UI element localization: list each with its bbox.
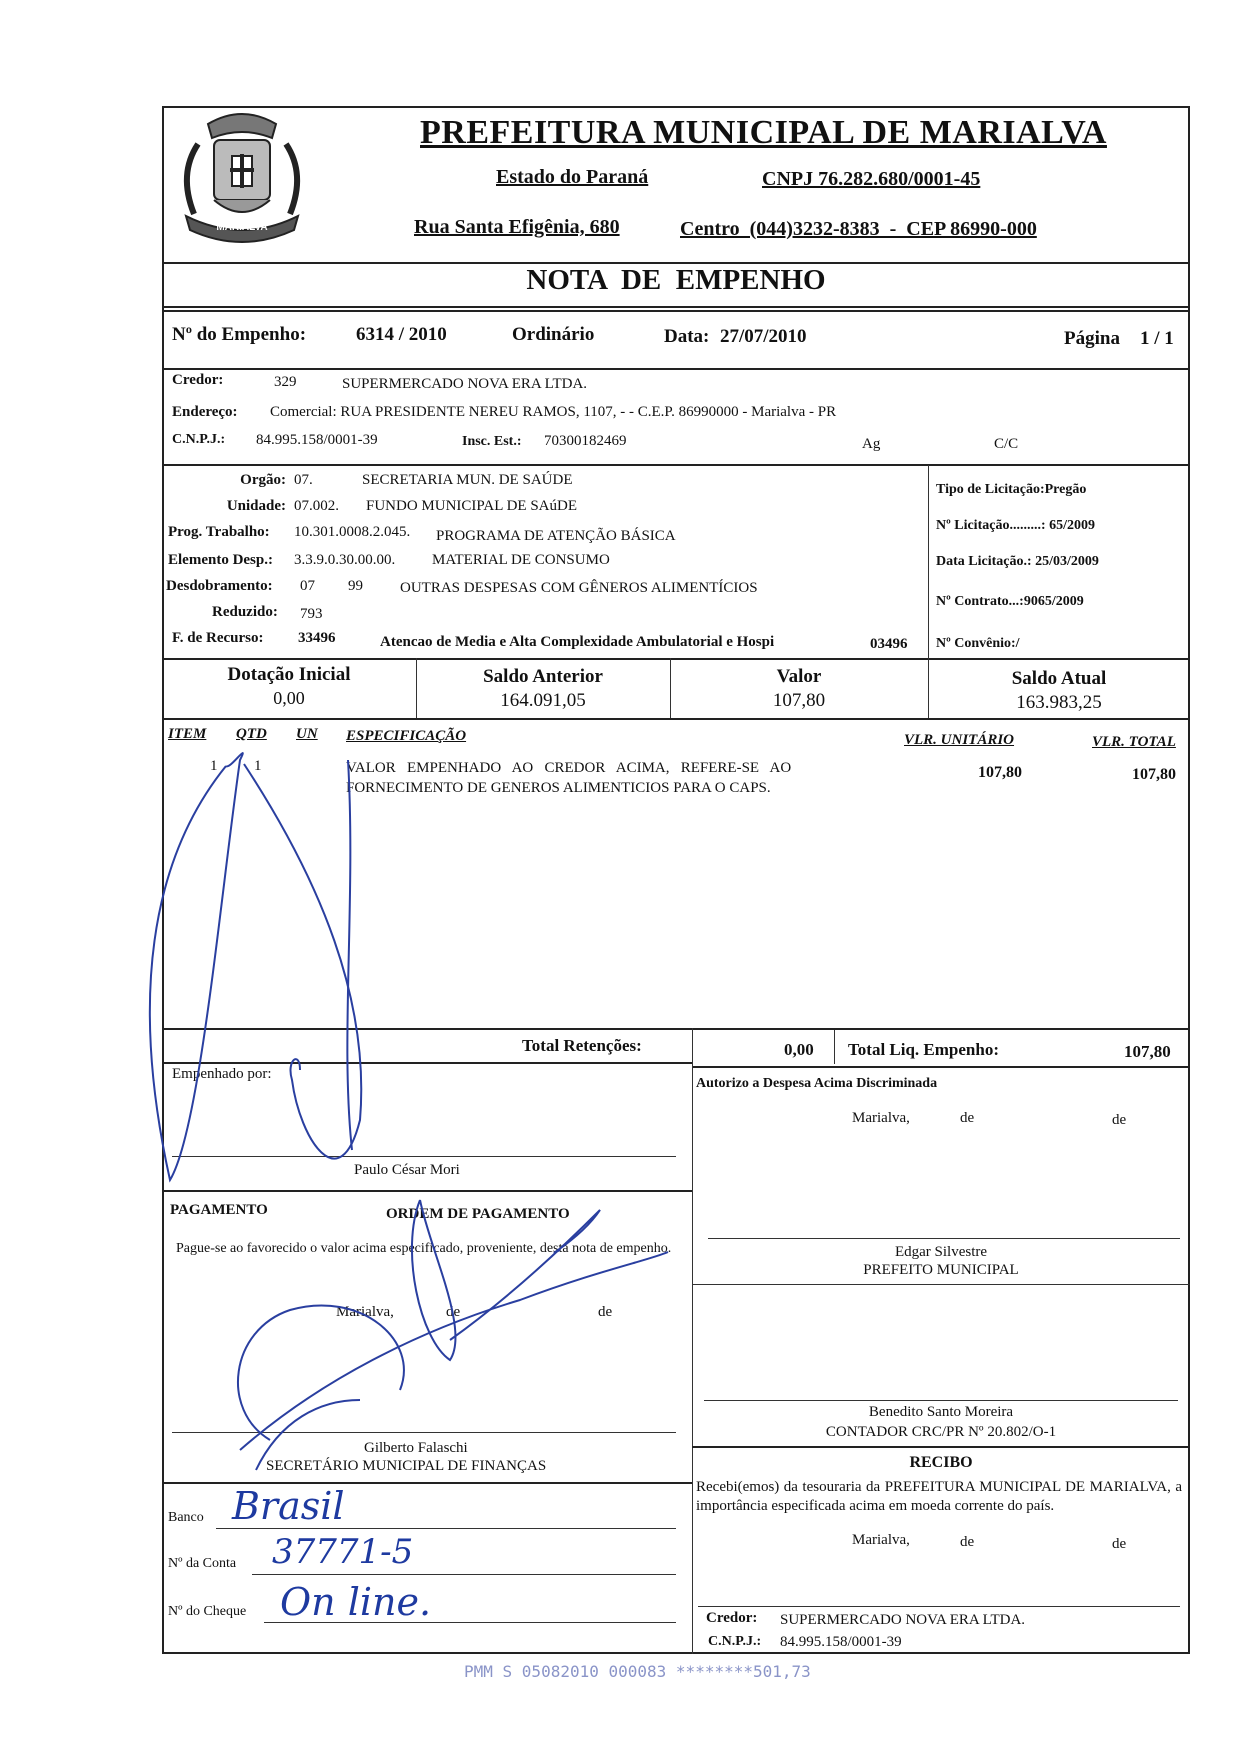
autorizo-de-2: de	[1112, 1112, 1127, 1128]
endereco-value: Comercial: RUA PRESIDENTE NEREU RAMOS, 1107, - - C.E.P. 86990000 - Marialva - PR	[270, 404, 837, 420]
data-licitacao: Data Licitação.: 25/03/2009	[936, 554, 1099, 569]
dotacao-inicial-label: Dotação Inicial	[227, 664, 351, 685]
address-text: Rua Santa Efigênia, 680	[414, 216, 620, 238]
item-espec-line2: FORNECIMENTO DE GENEROS ALIMENTICIOS PARA O CAPS.	[346, 780, 771, 796]
col-item-header: ITEM	[168, 726, 207, 742]
prog-code: 10.301.0008.2.045.	[294, 524, 411, 540]
pagamento-city: Marialva,	[336, 1304, 394, 1320]
pagamento-de-1: de	[446, 1304, 461, 1320]
empenho-type: Ordinário	[512, 324, 595, 345]
prefeito-name: Edgar Silvestre	[894, 1244, 988, 1260]
empenho-date-label: Data:	[664, 326, 710, 347]
autorizo-de-1: de	[960, 1110, 975, 1126]
recibo-credor-label: Credor:	[706, 1610, 758, 1626]
saldo-atual-label: Saldo Atual	[1011, 668, 1107, 689]
insc-label: Insc. Est.:	[462, 434, 522, 449]
contador-title: CONTADOR CRC/PR Nº 20.802/O-1	[825, 1424, 1057, 1440]
elemento-label: Elemento Desp.:	[168, 552, 273, 568]
secretario-title: SECRETÁRIO MUNICIPAL DE FINANÇAS	[266, 1458, 547, 1474]
doc-title: NOTA DE EMPENHO	[526, 264, 826, 296]
state-text: Estado do Paraná	[496, 166, 649, 188]
pagamento-de-2: de	[598, 1304, 613, 1320]
recibo-cnpj-value: 84.995.158/0001-39	[780, 1634, 902, 1650]
cc-label: C/C	[994, 436, 1019, 452]
prefeito-title: PREFEITO MUNICIPAL	[863, 1262, 1019, 1278]
recibo-cnpj-label: C.N.P.J.:	[708, 1634, 762, 1649]
secretario-name: Gilberto Falaschi	[364, 1440, 468, 1456]
item-vlr-total: 107,80	[1132, 766, 1176, 783]
unidade-label: Unidade:	[226, 498, 286, 514]
total-retencoes-label: Total Retenções:	[522, 1036, 642, 1055]
col-un-header: UN	[296, 726, 318, 742]
credor-name: SUPERMERCADO NOVA ERA LTDA.	[342, 376, 588, 392]
valor-value: 107,80	[772, 690, 826, 711]
cnpj-label: C.N.P.J.:	[172, 432, 226, 447]
item-vlr-unit: 107,80	[978, 764, 1022, 781]
col-vlr-unit-header: VLR. UNITÁRIO	[904, 732, 1015, 748]
numero-convenio: Nº Convênio:/	[936, 636, 1020, 651]
recurso-name: Atencao de Media e Alta Complexidade Ambulatorial e Hospi	[380, 634, 775, 650]
empenho-date: 27/07/2010	[720, 326, 807, 347]
orgao-label: Orgão:	[240, 472, 286, 488]
autorizo-city: Marialva,	[852, 1110, 910, 1126]
credor-label: Credor:	[172, 372, 224, 388]
desdobramento-name: OUTRAS DESPESAS COM GÊNEROS ALIMENTÍCIOS	[400, 580, 758, 596]
item-qtd: 1	[254, 758, 262, 774]
unidade-code: 07.002.	[294, 498, 339, 514]
elemento-code: 3.3.9.0.30.00.00.	[294, 552, 396, 568]
ag-label: Ag	[862, 436, 881, 452]
recibo-de-2: de	[1112, 1536, 1127, 1552]
dotacao-inicial-value: 0,00	[273, 688, 305, 708]
item-espec-line1: VALOR EMPENHADO AO CREDOR ACIMA, REFERE-SE AO	[346, 760, 792, 776]
reduzido-value: 793	[300, 606, 323, 622]
recurso-label: F. de Recurso:	[172, 630, 264, 646]
pagamento-label: PAGAMENTO	[170, 1202, 268, 1218]
recibo-label: RECIBO	[909, 1454, 973, 1471]
cheque-label: Nº do Cheque	[168, 1604, 247, 1619]
col-espec-header: ESPECIFICAÇÃO	[346, 728, 467, 744]
banco-value: Brasil	[232, 1484, 345, 1528]
unidade-name: FUNDO MUNICIPAL DE SAúDE	[366, 498, 577, 514]
insc-value: 70300182469	[544, 433, 627, 449]
numero-licitacao: Nº Licitação.........: 65/2009	[936, 518, 1095, 533]
cnpj-text: CNPJ 76.282.680/0001-45	[762, 168, 981, 190]
page-title: PREFEITURA MUNICIPAL DE MARIALVA	[420, 114, 1107, 151]
page-label: Página	[1064, 328, 1120, 349]
conta-value: 37771-5	[272, 1532, 414, 1572]
recurso-code2: 03496	[870, 636, 908, 652]
coat-of-arms-icon	[168, 104, 316, 252]
elemento-name: MATERIAL DE CONSUMO	[432, 552, 610, 568]
desdobramento-code1: 07	[300, 578, 315, 594]
empenho-number-label: Nº do Empenho:	[172, 324, 307, 345]
conta-label: Nº da Conta	[168, 1556, 237, 1571]
saldo-anterior-value: 164.091,05	[500, 690, 586, 711]
credor-code: 329	[274, 374, 297, 390]
bank-stamp: PMM S 05082010 000083 ********501,73	[464, 1662, 811, 1681]
page-number: 1 / 1	[1140, 328, 1174, 349]
prog-name: PROGRAMA DE ATENÇÃO BÁSICA	[436, 528, 676, 544]
credor-cnpj: 84.995.158/0001-39	[256, 432, 378, 448]
valor-label: Valor	[776, 666, 822, 687]
item-number: 1	[210, 758, 218, 774]
numero-contrato: Nº Contrato...:9065/2009	[936, 594, 1084, 609]
autorizo-label: Autorizo a Despesa Acima Discriminada	[696, 1076, 938, 1091]
tipo-licitacao: Tipo de Licitação:Pregão	[936, 482, 1087, 497]
endereco-label: Endereço:	[172, 404, 238, 420]
contact-text: Centro (044)3232-8383 - CEP 86990-000	[680, 218, 1037, 240]
col-qtd-header: QTD	[236, 726, 267, 742]
recibo-city: Marialva,	[852, 1532, 910, 1548]
total-liq-label: Total Liq. Empenho:	[848, 1040, 999, 1059]
desdobramento-code2: 99	[348, 578, 363, 594]
empenho-number: 6314 / 2010	[356, 324, 447, 345]
recibo-text: Recebi(emos) da tesouraria da PREFEITURA MUNICIPAL DE MARIALVA, a importância especificada acima em moeda corrente do país.	[696, 1479, 1182, 1514]
total-liq-value: 107,80	[1124, 1042, 1171, 1061]
svg-text:MARIALVA: MARIALVA	[216, 222, 268, 233]
ordem-pagamento-label: ORDEM DE PAGAMENTO	[386, 1206, 570, 1222]
contador-name: Benedito Santo Moreira	[868, 1404, 1014, 1420]
banco-label: Banco	[168, 1510, 204, 1525]
empenhado-name: Paulo César Mori	[354, 1162, 460, 1178]
total-retencoes-value: 0,00	[784, 1040, 814, 1059]
desdobramento-label: Desdobramento:	[166, 578, 273, 594]
prog-label: Prog. Trabalho:	[168, 524, 270, 540]
col-vlr-total-header: VLR. TOTAL	[1092, 734, 1176, 750]
saldo-atual-value: 163.983,25	[1016, 692, 1102, 713]
recurso-code: 33496	[298, 630, 336, 646]
saldo-anterior-label: Saldo Anterior	[483, 666, 603, 687]
orgao-name: SECRETARIA MUN. DE SAÚDE	[362, 472, 573, 488]
recibo-de-1: de	[960, 1534, 975, 1550]
cheque-value: On line.	[280, 1580, 432, 1624]
orgao-code: 07.	[294, 472, 313, 488]
empenhado-label: Empenhado por:	[172, 1066, 272, 1082]
recibo-credor-value: SUPERMERCADO NOVA ERA LTDA.	[780, 1612, 1026, 1628]
reduzido-label: Reduzido:	[212, 604, 278, 620]
pagamento-text: Pague-se ao favorecido o valor acima especificado, proveniente, desta nota de empenho.	[176, 1241, 672, 1256]
